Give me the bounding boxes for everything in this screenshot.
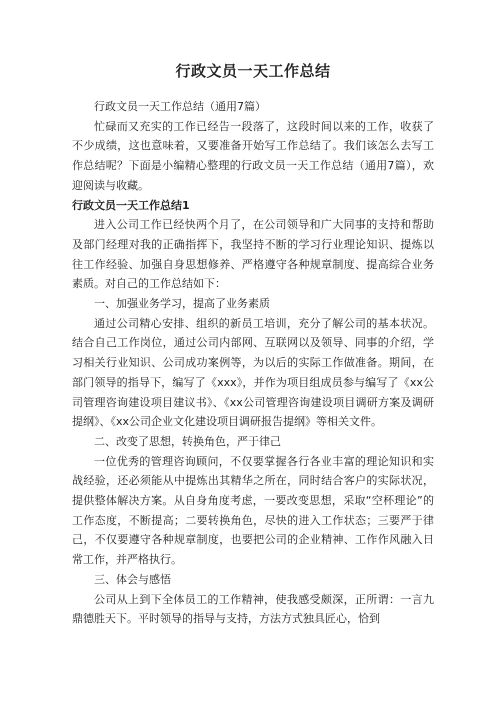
intro-paragraph: 忙碌而又充实的工作已经告一段落了，这段时间以来的工作，收获了不少成绩，这也意味着，又要准备开始写工作总结了。我们该怎么去写工作总结呢？下面是小编精心整理的行政文员一天工作总结（通用7篇），欢迎阅读与收藏。 <box>72 119 434 192</box>
section-heading: 行政文员一天工作总结1 <box>72 198 190 212</box>
body-paragraph: 通过公司精心安排、组织的新员工培训，充分了解公司的基本状况。结合自己工作岗位，通过公司内部网、互联网以及领导、同事的介绍，学习相关行业知识、公司成功案例等，为以后的实际工作做准备。期间，在部门领导的指导下，编写了《xxx》，并作为项目组成员参与编写了《xx公司管理咨询建设项目建议书》、《xx公司管理咨询建设项目调研方案及调研提纲》、《xx公司企业文化建设项目调研报告提纲》等相关文件。 <box>72 316 434 429</box>
document-title: 行政文员一天工作总结 <box>175 62 331 80</box>
subheading: 三、体会与感悟 <box>94 572 171 586</box>
body-paragraph: 一位优秀的管理咨询顾问，不仅要掌握各行各业丰富的理论知识和实战经验，还必须能从中提炼出其精华之所在，同时结合客户的实际状况，提供整体解决方案。从自身角度考虑，一要改变思想，采取“空杯理论”的工作态度，不断提高；二要转换角色，尽快的进入工作状态；三要严于律己，不仅要遵守各种规章制度，也要把公司的企业精神、工作作风融入日常工作，并严格执行。 <box>72 454 434 567</box>
intro-title-line: 行政文员一天工作总结（通用7篇） <box>94 100 266 113</box>
subheading: 一、加强业务学习，提高了业务素质 <box>94 297 270 311</box>
body-paragraph: 公司从上到下全体员工的工作精神，使我感受颇深，正所谓：一言九鼎德胜天下。平时领导的指导与支持，方法方式独具匠心，恰到 <box>72 592 434 626</box>
subheading: 二、改变了思想，转换角色，严于律己 <box>94 434 281 448</box>
body-paragraph: 进入公司工作已经快两个月了，在公司领导和广大同事的支持和帮助及部门经理对我的正确指挥下，我坚持不断的学习行业理论知识、提炼以往工作经验、加强自身思想修养、严格遵守各种规章制度、提高综合业务素质。对自己的工作总结如下： <box>72 218 434 291</box>
